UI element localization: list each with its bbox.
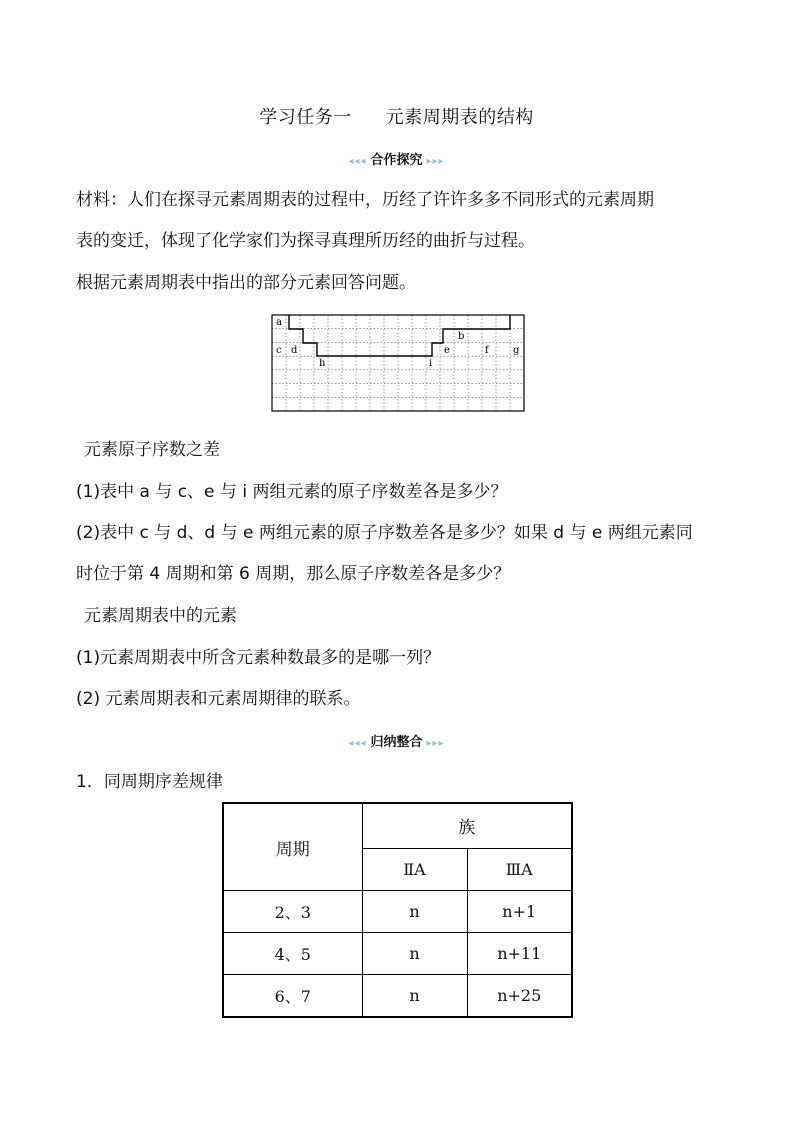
material-line-1: 材料：人们在探寻元素周期表的过程中，历经了许许多多不同形式的元素周期	[76, 190, 654, 210]
title-task: 学习任务一	[259, 107, 352, 128]
right-arrows-icon: ▸▸▸	[426, 156, 445, 167]
summary-banner	[0, 731, 793, 750]
material-line-3: 根据元素周期表中指出的部分元素回答问题。	[76, 273, 416, 293]
cell-2a: n	[362, 891, 467, 933]
cell-3a: n+25	[467, 975, 572, 1018]
header-group: 族	[362, 803, 572, 848]
cell-period: 6、7	[223, 975, 362, 1018]
rule1-title: 1．同周期序差规律	[76, 772, 223, 792]
label-h: h	[319, 358, 326, 369]
periodic-table-outline	[289, 315, 510, 356]
header-group-2a: ⅡA	[362, 848, 467, 891]
material-line-2: 表的变迁，体现了化学家们为探寻真理所历经的曲折与过程。	[76, 231, 535, 251]
section1-question-1: (1)表中 a 与 c、e 与 i 两组元素的原子序数差各是多少？	[76, 482, 508, 502]
title-topic: 元素周期表的结构	[385, 107, 534, 128]
cell-2a: n	[362, 933, 467, 975]
label-g: g	[513, 345, 520, 356]
periodic-table-figure	[271, 314, 525, 416]
cell-3a: n+11	[467, 933, 572, 975]
table-row	[223, 891, 572, 933]
period-difference-table	[222, 802, 573, 1018]
label-c: c	[276, 345, 282, 356]
table-row	[223, 975, 572, 1018]
label-e: e	[444, 345, 450, 356]
cell-period: 2、3	[223, 891, 362, 933]
label-f: f	[485, 345, 489, 356]
cell-3a: n+1	[467, 891, 572, 933]
left-arrows-icon: ◂◂◂	[348, 156, 367, 167]
section1-question-2-line-1: (2)表中 c 与 d、d 与 e 两组元素的原子序数差各是多少？如果 d 与 e 两组元素同	[76, 523, 693, 543]
cell-2a: n	[362, 975, 467, 1018]
right-arrows-icon: ▸▸▸	[426, 738, 445, 749]
section2-question-1: (1)元素周期表中所含元素种数最多的是哪一列？	[76, 648, 441, 668]
section1-question-2-line-2: 时位于第 4 周期和第 6 周期，那么原子序数差各是多少？	[76, 564, 511, 584]
table-header-row	[223, 803, 572, 848]
header-period: 周期	[223, 803, 362, 891]
label-b: b	[458, 331, 465, 342]
label-i: i	[429, 358, 433, 369]
periodic-table-svg	[271, 314, 525, 412]
page-title	[0, 103, 793, 129]
explore-banner	[0, 149, 793, 168]
section2-question-2: (2) 元素周期表和元素周期律的联系。	[76, 689, 361, 709]
summary-banner-label: 归纳整合	[370, 735, 423, 750]
explore-banner-label: 合作探究	[370, 153, 423, 168]
label-a: a	[276, 317, 282, 328]
section1-heading: 元素原子序数之差	[84, 440, 220, 460]
table-row	[223, 933, 572, 975]
cell-period: 4、5	[223, 933, 362, 975]
section2-heading: 元素周期表中的元素	[84, 606, 237, 626]
label-d: d	[291, 345, 298, 356]
left-arrows-icon: ◂◂◂	[348, 738, 367, 749]
header-group-3a: ⅢA	[467, 848, 572, 891]
